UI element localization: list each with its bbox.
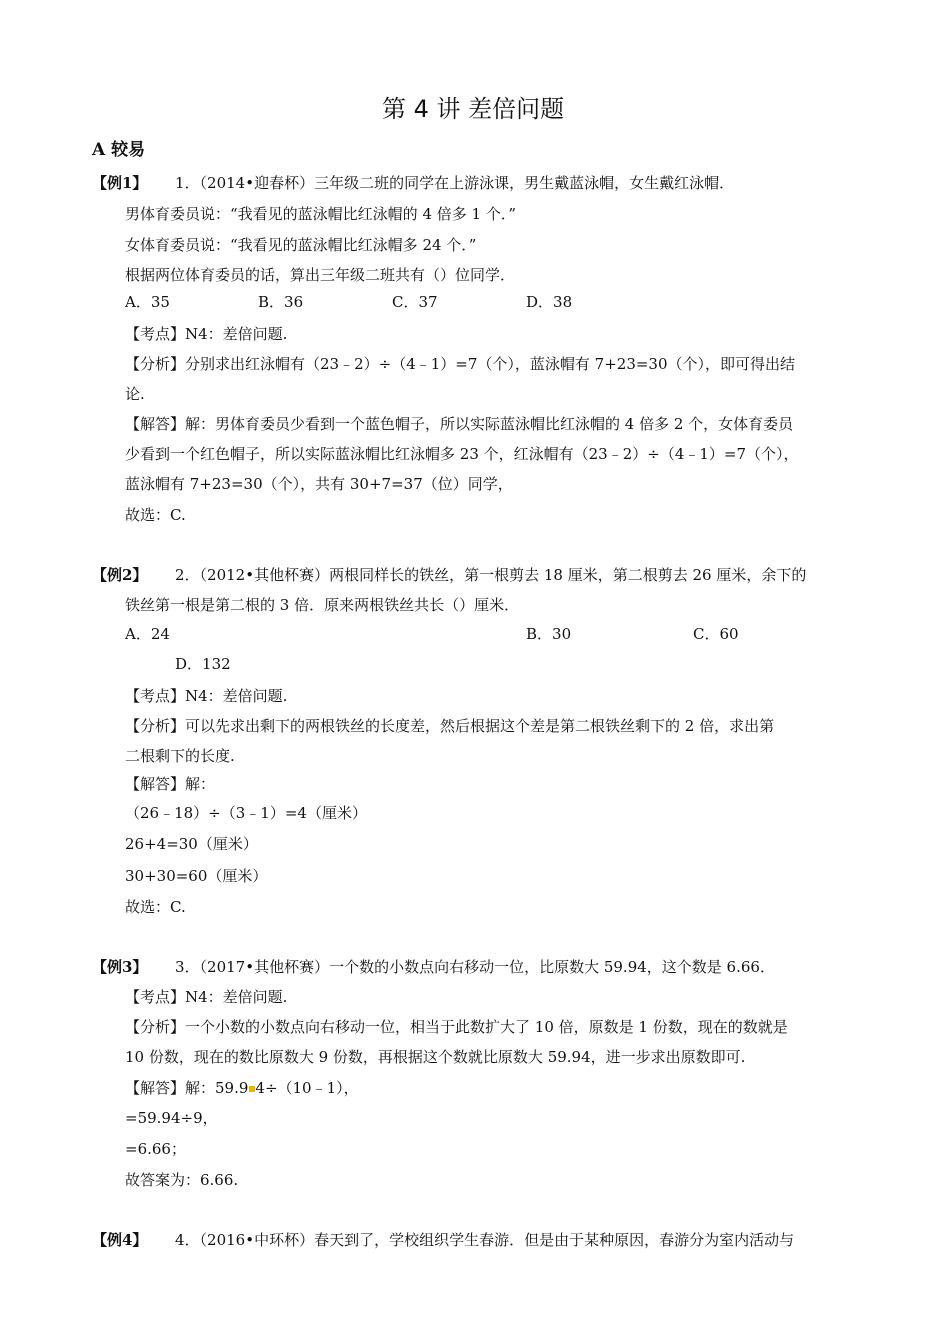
- example-1-statement-girl: 女体育委员说：“我看见的蓝泳帽比红泳帽多 24 个．”: [125, 236, 477, 254]
- example-3-analysis-2: 10 份数，现在的数比原数大 9 份数，再根据这个数就比原数大 59.94，进一步求出原数即可.: [125, 1048, 746, 1066]
- example-2-analysis-2: 二根剩下的长度.: [125, 747, 235, 765]
- example-3-calc-1: =59.94÷9，: [125, 1109, 218, 1127]
- example-2-solution: 【解答】解：: [125, 775, 216, 793]
- example-1-ask: 根据两位体育委员的话，算出三年级二班共有（）位同学．: [125, 266, 516, 284]
- example-1-statement-boy: 男体育委员说：“我看见的蓝泳帽比红泳帽的 4 倍多 1 个．”: [125, 205, 516, 223]
- example-4-question: 4．（2016•中环杯）春天到了，学校组织学生春游．但是由于某种原因，春游分为室内活动与: [175, 1231, 795, 1249]
- example-3-analysis-1: 【分析】一个小数的小数点向右移动一位，相当于此数扩大了 10 倍，原数是 1 份数，现在的数就是: [125, 1018, 788, 1036]
- example-1-question: 1．（2014•迎春杯）三年级二班的同学在上游泳课，男生戴蓝泳帽，女生戴红泳帽．: [175, 174, 735, 192]
- example-2-question-1: 2．（2012•其他杯赛）两根同样长的铁丝，第一根剪去 18 厘米，第二根剪去 26 厘米，余下的: [175, 566, 807, 584]
- example-2-calc-3: 30+30=60（厘米）: [125, 867, 268, 885]
- example-2-option-d: D．132: [175, 655, 231, 673]
- example-1-tag: 【例1】: [92, 174, 148, 192]
- example-1-option-b: B．36: [258, 293, 304, 311]
- example-2-option-b: B．30: [526, 625, 572, 643]
- example-3-solution-part-1: 【解答】解：59.9: [125, 1079, 249, 1097]
- example-2-analysis-1: 【分析】可以先求出剩下的两根铁丝的长度差，然后根据这个差是第二根铁丝剩下的 2 倍，求出第: [125, 717, 775, 735]
- section-heading: A 较易: [92, 140, 146, 160]
- example-1-option-d: D．38: [526, 293, 573, 311]
- example-1-option-c: C．37: [392, 293, 438, 311]
- example-3-solution: [125, 1078, 359, 1098]
- example-2-option-c: C．60: [693, 625, 739, 643]
- example-4-tag: 【例4】: [92, 1231, 148, 1249]
- example-1-point: 【考点】N4：差倍问题.: [125, 325, 288, 343]
- example-3-question: 3．（2017•其他杯赛）一个数的小数点向右移动一位，比原数大 59.94，这个数是 6.66．: [175, 958, 775, 976]
- example-1-solution-2: 少看到一个红色帽子，所以实际蓝泳帽比红泳帽多 23 个，红泳帽有（23﹣2）÷（4﹣1）=7（个），: [125, 445, 799, 463]
- example-1-solution-3: 蓝泳帽有 7+23=30（个），共有 30+7=37（位）同学，: [125, 475, 513, 493]
- example-3-solution-part-2: 4÷（10﹣1），: [255, 1079, 359, 1097]
- example-3-calc-2: =6.66；: [125, 1140, 186, 1158]
- example-2-option-a: A．24: [125, 625, 170, 643]
- example-2-calc-2: 26+4=30（厘米）: [125, 835, 258, 853]
- example-1-analysis-1: 【分析】分别求出红泳帽有（23﹣2）÷（4﹣1）=7（个），蓝泳帽有 7+23=30（个），即可得出结: [125, 355, 796, 373]
- example-3-point: 【考点】N4：差倍问题.: [125, 988, 288, 1006]
- example-3-tag: 【例3】: [92, 958, 148, 976]
- example-2-calc-1: （26﹣18）÷（3﹣1）=4（厘米）: [125, 804, 367, 822]
- example-1-option-a: A．35: [125, 293, 170, 311]
- example-2-answer: 故选：C.: [125, 898, 186, 916]
- example-1-analysis-2: 论.: [125, 385, 145, 403]
- example-2-point: 【考点】N4：差倍问题.: [125, 687, 288, 705]
- page-title: 第 4 讲 差倍问题: [382, 95, 565, 123]
- example-1-answer: 故选：C.: [125, 506, 186, 524]
- example-2-tag: 【例2】: [92, 566, 148, 584]
- example-3-answer: 故答案为：6.66.: [125, 1171, 239, 1189]
- example-2-question-2: 铁丝第一根是第二根的 3 倍．原来两根铁丝共长（）厘米．: [125, 596, 520, 614]
- example-1-solution-1: 【解答】解：男体育委员少看到一个蓝色帽子，所以实际蓝泳帽比红泳帽的 4 倍多 2 个，女体育委员: [125, 415, 794, 433]
